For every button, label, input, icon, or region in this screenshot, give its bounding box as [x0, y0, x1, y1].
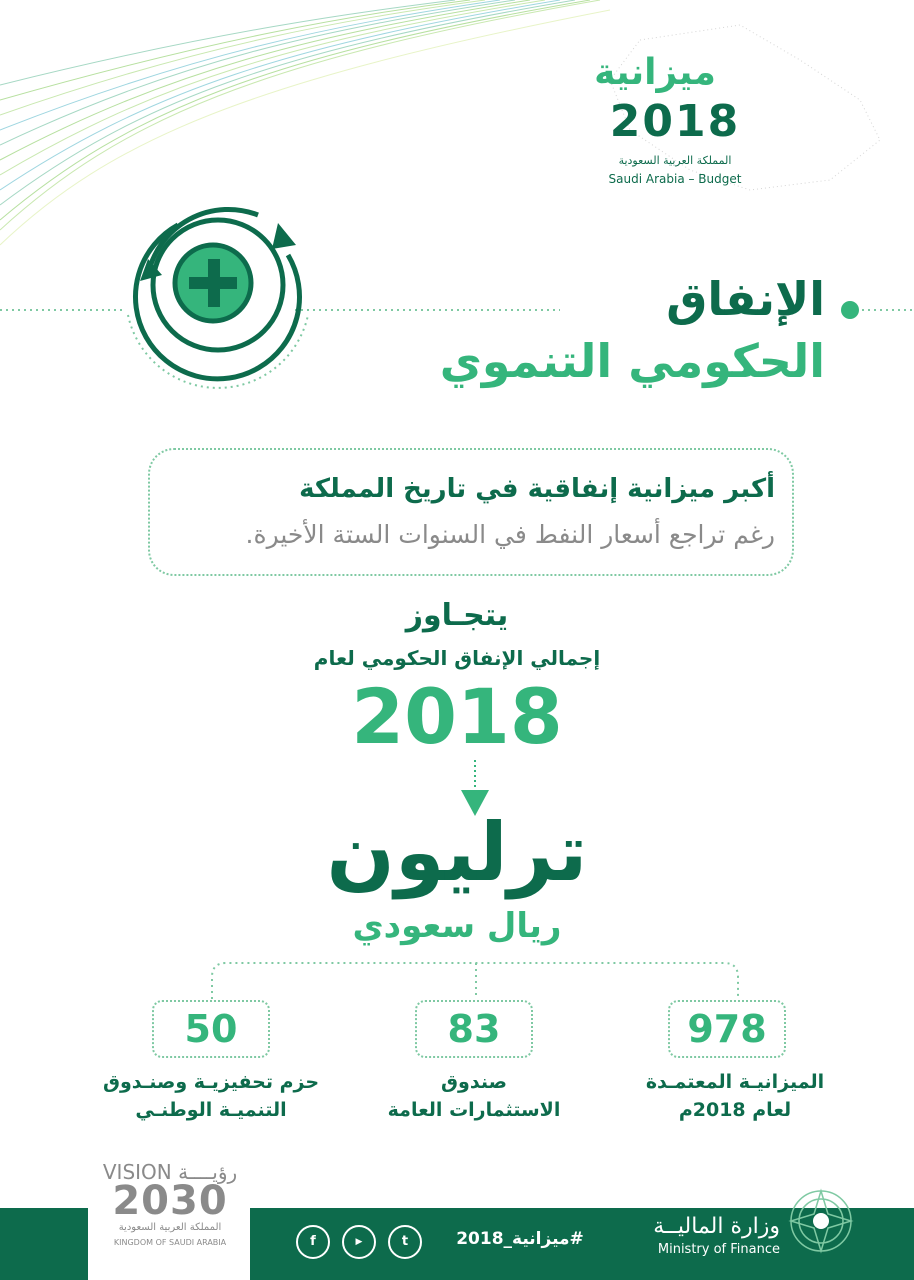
- ministry-emblem-icon: [786, 1186, 856, 1256]
- budget-logo-arabic: المملكة العربية السعودية: [618, 154, 732, 167]
- breakdown-label-approved-line1: الميزانيـة المعتمـدة: [645, 1071, 825, 1093]
- vision-english: KINGDOM OF SAUDI ARABIA: [113, 1238, 227, 1247]
- breakdown-label-stimulus-line1: حزم تحفيزيـة وصنـدوق: [102, 1071, 320, 1093]
- facebook-icon[interactable]: f: [296, 1225, 330, 1259]
- budget-logo-english: Saudi Arabia – Budget: [608, 172, 742, 186]
- breakdown-connector: [200, 955, 750, 1005]
- spend-year: 2018: [351, 672, 563, 761]
- trillion-label: ترليون: [326, 806, 588, 899]
- breakdown-value-approved: 978: [668, 1000, 786, 1058]
- intro-headline: أكبر ميزانية إنفاقية في تاريخ المملكة: [299, 474, 775, 504]
- intro-box: [148, 448, 794, 576]
- breakdown-label-approved: [630, 1068, 840, 1124]
- intro-subtext: رغم تراجع أسعار النفط في السنوات الستة الأخيرة.: [245, 520, 775, 549]
- total-spend-label: إجمالي الإنفاق الحكومي لعام: [313, 646, 601, 670]
- currency-label: ريال سعودي: [352, 906, 562, 946]
- budget-logo-year: 2018: [609, 96, 741, 147]
- plus-cycle-icon: [118, 195, 318, 435]
- exceeds-label: يتجـاوز: [405, 598, 509, 633]
- twitter-icon[interactable]: t: [388, 1225, 422, 1259]
- breakdown-label-pif: [365, 1068, 583, 1124]
- breakdown-label-stimulus: [95, 1068, 327, 1124]
- breakdown-label-pif-line1: صندوق: [441, 1071, 507, 1093]
- ministry-arabic: وزارة الماليــة: [653, 1214, 780, 1239]
- budget-hashtag[interactable]: #ميزانية_2018: [456, 1229, 584, 1249]
- section-title-line1: الإنفاق: [666, 272, 825, 326]
- vision-year: 2030: [112, 1178, 228, 1224]
- vision-label: VISION رؤيــــة: [102, 1160, 238, 1184]
- breakdown-label-pif-line2: الاستثمارات العامة: [387, 1099, 561, 1121]
- breakdown-value-pif: 83: [415, 1000, 533, 1058]
- section-title-line2: الحكومي التنموي: [439, 334, 825, 388]
- breakdown-label-stimulus-line2: التنميـة الوطنـي: [135, 1099, 287, 1121]
- breakdown-label-approved-line2: لعام 2018م: [678, 1099, 792, 1121]
- ministry-english: Ministry of Finance: [657, 1242, 780, 1257]
- vision-arabic: المملكة العربية السعودية: [118, 1222, 222, 1233]
- breakdown-value-stimulus: 50: [152, 1000, 270, 1058]
- youtube-icon[interactable]: ▶: [342, 1225, 376, 1259]
- budget-logo-title: ميزانية: [594, 52, 716, 93]
